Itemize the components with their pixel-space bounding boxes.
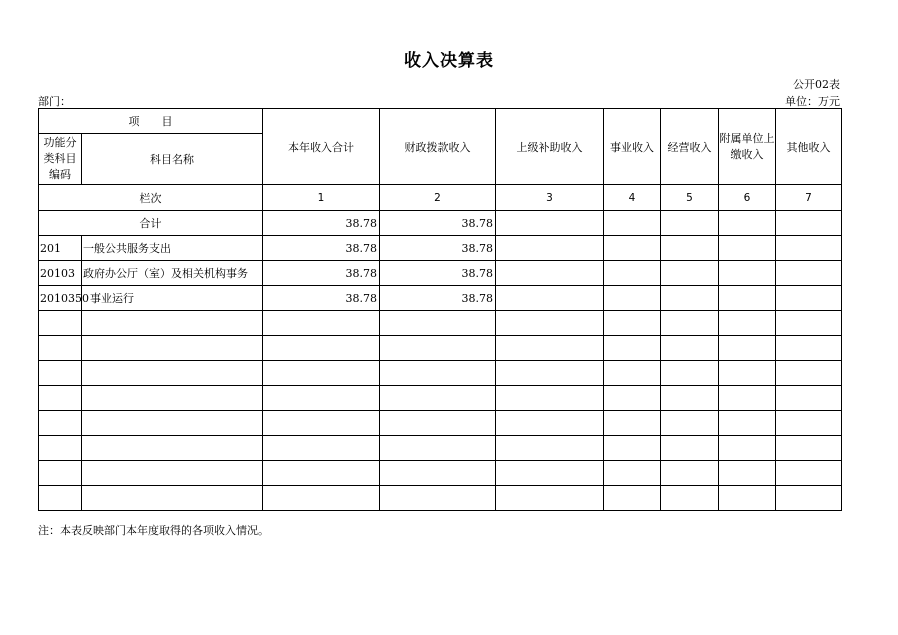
column-index-number: 4 (604, 185, 661, 211)
row-value-cell (719, 436, 776, 461)
header-col-total: 本年收入合计 (263, 109, 380, 185)
row-subject-name: 一般公共服务支出 (82, 236, 263, 261)
row-value-cell (661, 311, 719, 336)
row-subject-name: 政府办公厅（室）及相关机构事务 (82, 261, 263, 286)
total-row (39, 211, 842, 236)
row-value-cell (776, 336, 842, 361)
row-code (39, 311, 82, 336)
column-index-number: 3 (496, 185, 604, 211)
row-value-cell (380, 486, 496, 511)
row-value-cell (661, 236, 719, 261)
row-value-cell (604, 336, 661, 361)
row-value-cell (719, 411, 776, 436)
header-col-affiliated: 附属单位上缴收入 (719, 109, 776, 185)
total-cell: 38.78 (263, 211, 380, 236)
row-value-cell (661, 286, 719, 311)
row-code (39, 361, 82, 386)
total-label: 合计 (39, 211, 263, 236)
department-label: 部门： (38, 95, 71, 108)
row-value-cell (719, 311, 776, 336)
row-subject-name (82, 311, 263, 336)
row-value-cell (719, 336, 776, 361)
row-value-cell (604, 311, 661, 336)
column-index-number: 2 (380, 185, 496, 211)
row-value-cell (496, 261, 604, 286)
row-code: 201 (39, 236, 82, 261)
row-subject-name (82, 336, 263, 361)
row-code (39, 411, 82, 436)
row-subject-name: 事业运行 (82, 286, 263, 311)
header-col-operating: 经营收入 (661, 109, 719, 185)
row-subject-name (82, 411, 263, 436)
row-code (39, 386, 82, 411)
row-value-cell (776, 236, 842, 261)
row-value-cell (661, 361, 719, 386)
row-value-cell (661, 461, 719, 486)
table-row (39, 336, 842, 361)
table-row (39, 261, 842, 286)
row-value-cell (496, 486, 604, 511)
row-value-cell (719, 236, 776, 261)
header-project: 项 目 (39, 109, 263, 134)
row-value-cell (380, 436, 496, 461)
row-code (39, 336, 82, 361)
row-value-cell (719, 261, 776, 286)
table-row (39, 386, 842, 411)
header-col-fiscal: 财政拨款收入 (380, 109, 496, 185)
row-value-cell (263, 411, 380, 436)
row-value-cell (496, 286, 604, 311)
row-subject-name (82, 461, 263, 486)
row-value-cell (776, 286, 842, 311)
row-value-cell (776, 361, 842, 386)
row-value-cell: 38.78 (263, 236, 380, 261)
row-value-cell (380, 336, 496, 361)
row-value-cell (263, 361, 380, 386)
row-value-cell (604, 461, 661, 486)
header-func-code: 功能分类科目编码 (39, 134, 82, 185)
row-value-cell (496, 461, 604, 486)
row-value-cell (380, 311, 496, 336)
income-table (38, 108, 842, 511)
row-value-cell: 38.78 (263, 261, 380, 286)
row-value-cell (604, 386, 661, 411)
total-cell (604, 211, 661, 236)
row-subject-name (82, 436, 263, 461)
table-row (39, 411, 842, 436)
form-number: 公开02表 (793, 78, 840, 91)
row-value-cell (719, 386, 776, 411)
row-value-cell: 38.78 (380, 236, 496, 261)
row-value-cell (776, 436, 842, 461)
row-value-cell (604, 286, 661, 311)
row-value-cell (263, 311, 380, 336)
header-col-business: 事业收入 (604, 109, 661, 185)
page-title: 收入决算表 (404, 51, 494, 71)
row-value-cell (776, 261, 842, 286)
row-value-cell (719, 286, 776, 311)
header-col-superior: 上级补助收入 (496, 109, 604, 185)
row-value-cell (380, 411, 496, 436)
row-value-cell (380, 386, 496, 411)
total-cell (496, 211, 604, 236)
row-value-cell (263, 386, 380, 411)
table-row (39, 311, 842, 336)
table-row (39, 361, 842, 386)
table-body (39, 236, 842, 511)
row-code (39, 486, 82, 511)
column-index-label: 栏次 (39, 185, 263, 211)
table-row (39, 436, 842, 461)
row-value-cell (496, 336, 604, 361)
row-value-cell (496, 311, 604, 336)
row-value-cell (496, 436, 604, 461)
row-value-cell (661, 486, 719, 511)
row-value-cell (661, 261, 719, 286)
row-value-cell (380, 361, 496, 386)
row-value-cell (719, 461, 776, 486)
column-index-number: 7 (776, 185, 842, 211)
row-value-cell (719, 486, 776, 511)
column-index-number: 5 (661, 185, 719, 211)
row-value-cell (263, 336, 380, 361)
header-subject-name: 科目名称 (82, 134, 263, 185)
row-value-cell (661, 436, 719, 461)
row-value-cell (604, 436, 661, 461)
row-value-cell (776, 461, 842, 486)
table-header (39, 109, 842, 236)
row-value-cell (604, 236, 661, 261)
total-cell (719, 211, 776, 236)
row-value-cell: 38.78 (380, 286, 496, 311)
total-cell (776, 211, 842, 236)
row-value-cell (776, 311, 842, 336)
header-col-other: 其他收入 (776, 109, 842, 185)
row-code: 2010350 (39, 286, 82, 311)
row-value-cell (776, 486, 842, 511)
table-row (39, 286, 842, 311)
row-value-cell (263, 461, 380, 486)
table-row (39, 486, 842, 511)
row-value-cell (496, 361, 604, 386)
row-value-cell (604, 261, 661, 286)
unit-label: 单位：万元 (785, 95, 840, 108)
row-value-cell (604, 411, 661, 436)
row-value-cell: 38.78 (263, 286, 380, 311)
row-subject-name (82, 486, 263, 511)
total-cell (661, 211, 719, 236)
footnote: 注：本表反映部门本年度取得的各项收入情况。 (38, 524, 269, 537)
column-index-number: 1 (263, 185, 380, 211)
row-value-cell (776, 386, 842, 411)
row-value-cell (496, 411, 604, 436)
row-code: 20103 (39, 261, 82, 286)
row-value-cell (719, 361, 776, 386)
total-cell: 38.78 (380, 211, 496, 236)
row-code (39, 461, 82, 486)
row-value-cell (661, 336, 719, 361)
row-value-cell (661, 386, 719, 411)
row-value-cell (661, 411, 719, 436)
row-value-cell (604, 486, 661, 511)
table-row (39, 461, 842, 486)
row-value-cell (380, 461, 496, 486)
row-subject-name (82, 386, 263, 411)
row-value-cell (496, 386, 604, 411)
row-value-cell (604, 361, 661, 386)
row-code (39, 436, 82, 461)
column-index-number: 6 (719, 185, 776, 211)
row-value-cell (496, 236, 604, 261)
table-row (39, 236, 842, 261)
row-value-cell (263, 436, 380, 461)
row-value-cell: 38.78 (380, 261, 496, 286)
row-subject-name (82, 361, 263, 386)
row-value-cell (263, 486, 380, 511)
row-value-cell (776, 411, 842, 436)
